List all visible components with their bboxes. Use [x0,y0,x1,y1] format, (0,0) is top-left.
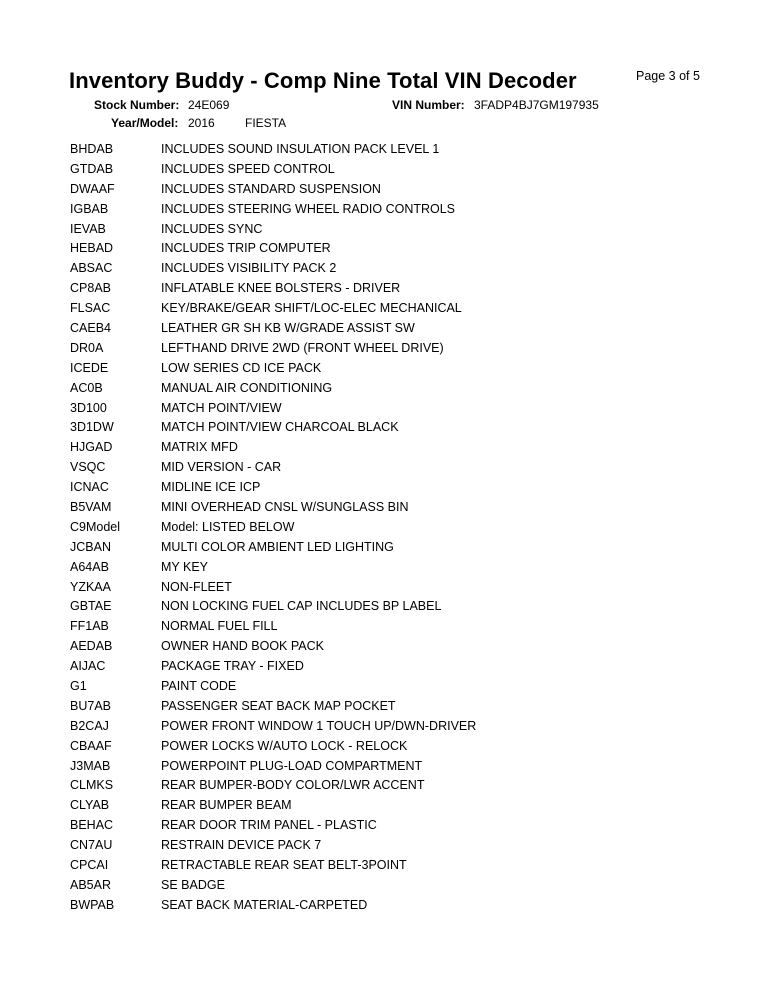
option-code-row [70,258,730,278]
option-description: NON LOCKING FUEL CAP INCLUDES BP LABEL [161,599,442,614]
option-code-row [70,696,730,716]
option-description: LEATHER GR SH KB W/GRADE ASSIST SW [161,320,415,335]
option-code: IGBAB [70,201,109,216]
option-code: CLYAB [70,798,110,813]
option-code-row [70,795,730,815]
option-code: BHDAB [70,141,114,156]
option-code: J3MAB [70,758,111,773]
option-description: RESTRAIN DEVICE PACK 7 [161,838,322,853]
option-code: IEVAB [70,221,106,236]
option-code: G1 [70,678,87,693]
option-description: INCLUDES STANDARD SUSPENSION [161,181,381,196]
option-code: CP8AB [70,281,111,296]
stock-number-value: 24E069 [188,98,230,112]
option-description: MINI OVERHEAD CNSL W/SUNGLASS BIN [161,499,409,514]
option-code: AC0B [70,380,103,395]
option-code: B5VAM [70,499,112,514]
option-code-row [70,477,730,497]
option-code-row [70,298,730,318]
option-code: GTDAB [70,161,114,176]
option-description: REAR DOOR TRIM PANEL - PLASTIC [161,818,377,833]
option-description: MATCH POINT/VIEW CHARCOAL BLACK [161,420,399,435]
option-code-row [70,736,730,756]
option-description: REAR BUMPER BEAM [161,798,292,813]
option-code: B2CAJ [70,718,109,733]
option-description: SEAT BACK MATERIAL-CARPETED [161,897,368,912]
option-code-list [70,139,730,915]
option-description: OWNER HAND BOOK PACK [161,639,324,654]
option-code: FLSAC [70,301,111,316]
option-code: YZKAA [70,579,111,594]
option-code: HEBAD [70,241,114,256]
option-code-row [70,199,730,219]
option-code-row [70,776,730,796]
option-description: MY KEY [161,559,209,574]
option-code: AB5AR [70,877,111,892]
option-code-row [70,437,730,457]
option-code-row [70,238,730,258]
option-code-row [70,835,730,855]
option-code-row [70,676,730,696]
option-code: CAEB4 [70,320,111,335]
option-description: Model: LISTED BELOW [161,519,295,534]
option-code-row [70,457,730,477]
option-description: RETRACTABLE REAR SEAT BELT-3POINT [161,858,407,872]
year-model-label-text: Year/Model: [111,116,179,130]
option-description: MANUAL AIR CONDITIONING [161,380,333,395]
option-code-row [70,616,730,636]
option-description: LEFTHAND DRIVE 2WD (FRONT WHEEL DRIVE) [161,340,444,355]
option-description: INCLUDES SYNC [161,221,263,236]
option-code: ICEDE [70,360,109,375]
option-code-row [70,716,730,736]
option-code: 3D100 [70,400,107,415]
option-code: GBTAE [70,599,112,614]
option-code: DWAAF [70,181,115,196]
option-description: MATCH POINT/VIEW [161,400,282,415]
vin-number-label-text: VIN Number: [392,98,465,112]
option-code: C9Model [70,519,121,534]
option-code-row [70,417,730,437]
option-code: HJGAD [70,440,113,455]
option-description: LOW SERIES CD ICE PACK [161,360,322,375]
option-code-row [70,596,730,616]
option-code-row [70,219,730,239]
vin-number-label [392,98,465,112]
option-code: CN7AU [70,838,113,853]
option-description: PACKAGE TRAY - FIXED [161,659,304,674]
option-description: POWER FRONT WINDOW 1 TOUCH UP/DWN-DRIVER [161,718,477,733]
option-code-row [70,159,730,179]
option-code: AIJAC [70,659,106,674]
option-description: KEY/BRAKE/GEAR SHIFT/LOC-ELEC MECHANICAL [161,301,462,316]
model-value: FIESTA [245,116,287,130]
option-code-row [70,577,730,597]
option-description: POWERPOINT PLUG-LOAD COMPARTMENT [161,758,423,773]
option-code: CBAAF [70,738,112,753]
option-code-row [70,756,730,776]
stock-number-label [94,98,179,112]
option-description: NON-FLEET [161,579,232,594]
option-description: PASSENGER SEAT BACK MAP POCKET [161,698,396,713]
option-code-row [70,318,730,338]
option-code-row [70,636,730,656]
option-description: MATRIX MFD [161,440,238,455]
option-code: 3D1DW [70,420,114,435]
option-description: PAINT CODE [161,678,237,693]
option-code-row [70,537,730,557]
option-description: INCLUDES VISIBILITY PACK 2 [161,261,337,276]
option-code-row [70,895,730,915]
option-code-row [70,378,730,398]
option-code: BEHAC [70,818,114,833]
option-code: CLMKS [70,778,114,793]
option-code-row [70,815,730,835]
option-description: INFLATABLE KNEE BOLSTERS - DRIVER [161,281,401,296]
option-description: MID VERSION - CAR [161,460,282,475]
option-description: INCLUDES SOUND INSULATION PACK LEVEL 1 [161,141,440,156]
page-title: Inventory Buddy - Comp Nine Total VIN Decoder [69,68,577,93]
option-description: INCLUDES STEERING WHEEL RADIO CONTROLS [161,201,456,216]
vin-number-value: 3FADP4BJ7GM197935 [474,98,599,112]
option-description: INCLUDES SPEED CONTROL [161,161,335,176]
option-code: BWPAB [70,897,115,912]
option-code-row [70,875,730,895]
option-code-row [70,338,730,358]
option-code: DR0A [70,340,104,355]
option-code: BU7AB [70,698,111,713]
option-description: INCLUDES TRIP COMPUTER [161,241,331,256]
option-description: MULTI COLOR AMBIENT LED LIGHTING [161,539,394,554]
option-code-row [70,557,730,577]
option-code-row [70,855,730,875]
stock-number-label-text: Stock Number: [94,98,180,112]
option-code-row [70,517,730,537]
option-code: ICNAC [70,480,109,495]
option-code-row [70,398,730,418]
page-number: Page 3 of 5 [636,69,700,83]
option-code-row [70,497,730,517]
option-code: ABSAC [70,261,113,276]
option-code: VSQC [70,460,106,475]
option-description: POWER LOCKS W/AUTO LOCK - RELOCK [161,738,408,753]
option-code-row [70,358,730,378]
option-code: AEDAB [70,639,113,654]
option-description: REAR BUMPER-BODY COLOR/LWR ACCENT [161,778,425,793]
option-code-row [70,179,730,199]
option-description: SE BADGE [161,877,225,892]
option-code: A64AB [70,559,109,574]
option-code: CPCAI [70,858,109,872]
option-code-row [70,656,730,676]
option-code-row [70,278,730,298]
year-value: 2016 [188,116,215,130]
option-code: JCBAN [70,539,111,554]
option-code-row [70,139,730,159]
year-model-label [111,116,178,130]
option-description: MIDLINE ICE ICP [161,480,261,495]
option-code: FF1AB [70,619,109,634]
option-description: NORMAL FUEL FILL [161,619,278,634]
